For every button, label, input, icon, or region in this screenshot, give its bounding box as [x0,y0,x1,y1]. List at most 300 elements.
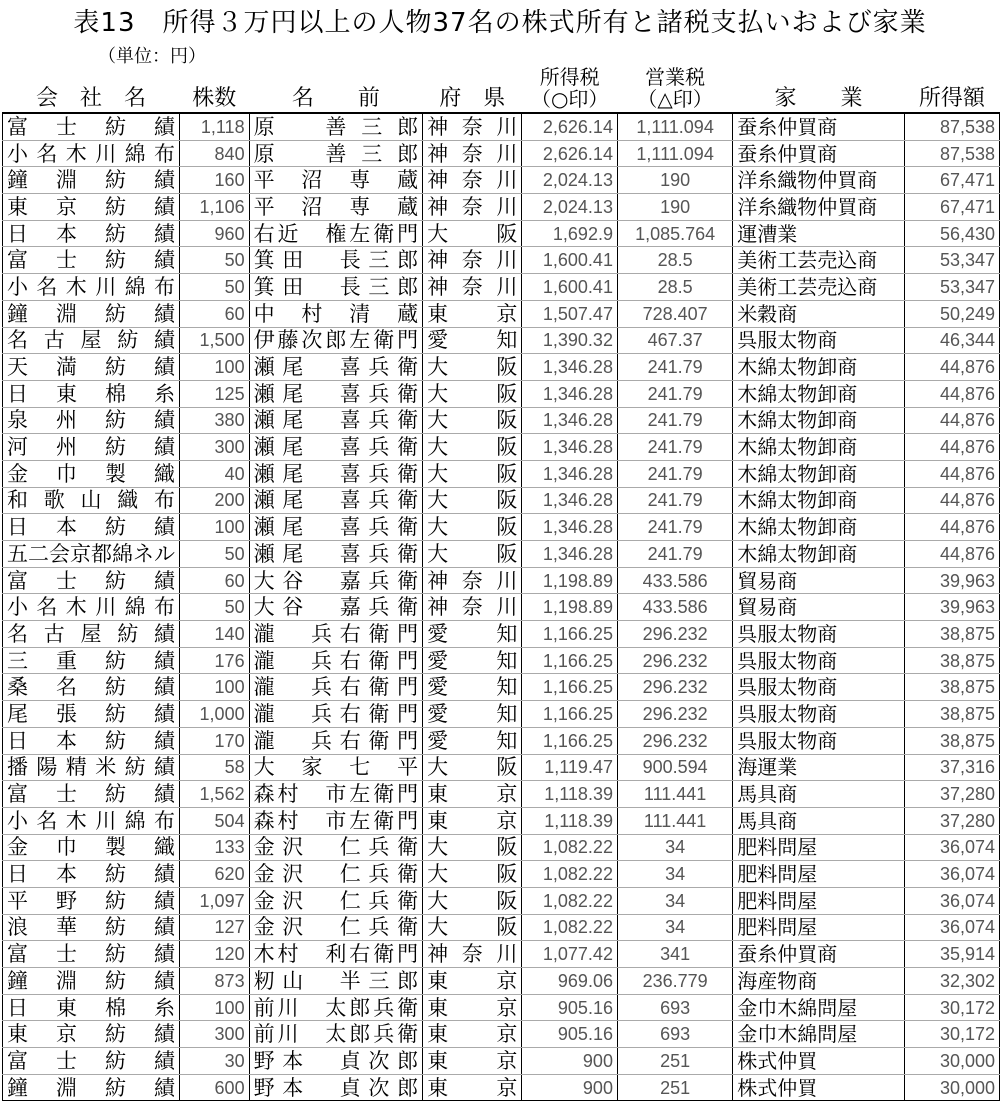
business-tax-cell: 236.779 [617,968,732,995]
header-trade: 家 業 [733,62,904,113]
company-cell: 金巾製織 [3,834,180,861]
table-row [3,807,1000,834]
trade-cell: 呉服太物商 [733,621,904,648]
trade-cell: 呉服太物商 [733,647,904,674]
pref-cell: 大阪 [423,380,522,407]
income-cell: 30,000 [904,1048,999,1075]
company-cell: 泉州紡績 [3,407,180,434]
table-row [3,621,1000,648]
business-tax-cell: 111.441 [617,807,732,834]
income-cell: 87,538 [904,140,999,167]
trade-cell: 蚕糸仲買商 [733,113,904,140]
shares-cell: 50 [180,594,250,621]
pref-cell: 神奈川 [423,941,522,968]
business-tax-cell: 111.441 [617,781,732,808]
pref-cell: 神奈川 [423,113,522,140]
company-cell: 富士紡績 [3,781,180,808]
business-tax-cell: 241.79 [617,541,732,568]
trade-cell: 木綿太物卸商 [733,407,904,434]
table-row [3,994,1000,1021]
company-cell: 尾張紡績 [3,701,180,728]
income-tax-cell: 1,346.28 [522,514,618,541]
trade-cell: 美術工芸売込商 [733,247,904,274]
company-cell: 富士紡績 [3,567,180,594]
business-tax-cell: 241.79 [617,460,732,487]
business-tax-cell: 467.37 [617,327,732,354]
income-cell: 44,876 [904,434,999,461]
income-cell: 53,347 [904,247,999,274]
name-cell: 中村清蔵 [249,300,423,327]
business-tax-cell: 296.232 [617,674,732,701]
header-business-tax-mark: （△印） [637,87,713,111]
shares-cell: 170 [180,727,250,754]
table-row [3,300,1000,327]
business-tax-cell: 433.586 [617,594,732,621]
income-cell: 38,875 [904,621,999,648]
business-tax-cell: 728.407 [617,300,732,327]
table-title: 表13 所得３万円以上の人物37名の株式所有と諸税支払いおよび家業 [73,8,927,38]
table-row [3,567,1000,594]
name-cell: 瀬尾 喜兵衛 [249,434,423,461]
income-tax-cell: 2,024.13 [522,167,618,194]
pref-cell: 大阪 [423,434,522,461]
income-tax-cell: 1,082.22 [522,887,618,914]
unit-note: （単位：円） [98,46,206,67]
income-tax-cell: 1,600.41 [522,247,618,274]
table-row [3,541,1000,568]
shares-cell: 30 [180,1048,250,1075]
shares-cell: 620 [180,861,250,888]
income-tax-cell: 1,346.28 [522,541,618,568]
income-cell: 36,074 [904,834,999,861]
pref-cell: 愛知 [423,701,522,728]
trade-cell: 洋糸織物仲買商 [733,167,904,194]
pref-cell: 神奈川 [423,140,522,167]
income-cell: 46,344 [904,327,999,354]
table-row [3,220,1000,247]
company-cell: 鐘淵紡績 [3,968,180,995]
table-row [3,968,1000,995]
trade-cell: 肥料問屋 [733,861,904,888]
pref-cell: 東京 [423,807,522,834]
income-tax-cell: 1,119.47 [522,754,618,781]
name-cell: 平沼専蔵 [249,167,423,194]
business-tax-cell: 190 [617,194,732,221]
company-cell: 河州紡績 [3,434,180,461]
company-cell: 名古屋紡績 [3,327,180,354]
table-row [3,727,1000,754]
income-tax-cell: 905.16 [522,1021,618,1048]
income-tax-cell: 1,346.28 [522,460,618,487]
company-cell: 日本紡績 [3,220,180,247]
business-tax-cell: 190 [617,167,732,194]
data-table [2,62,1000,1101]
income-tax-cell: 1,507.47 [522,300,618,327]
header-shares: 株数 [180,62,250,113]
table-row [3,701,1000,728]
name-cell: 瀧 兵右衛門 [249,701,423,728]
income-tax-cell: 900 [522,1048,618,1075]
shares-cell: 125 [180,380,250,407]
business-tax-cell: 433.586 [617,567,732,594]
income-cell: 30,172 [904,994,999,1021]
pref-cell: 大阪 [423,861,522,888]
business-tax-cell: 241.79 [617,354,732,381]
name-cell: 籾山 半三郎 [249,968,423,995]
income-tax-cell: 1,346.28 [522,354,618,381]
header-income-tax-mark: （○印） [530,87,609,111]
business-tax-cell: 34 [617,834,732,861]
income-cell: 53,347 [904,274,999,301]
header-name: 名 前 [249,62,423,113]
business-tax-cell: 693 [617,994,732,1021]
company-cell: 五二会京都綿ネル [3,541,180,568]
pref-cell: 大阪 [423,754,522,781]
trade-cell: 貿易商 [733,594,904,621]
income-cell: 44,876 [904,380,999,407]
name-cell: 瀬尾 喜兵衛 [249,407,423,434]
income-cell: 44,876 [904,487,999,514]
pref-cell: 神奈川 [423,247,522,274]
shares-cell: 140 [180,621,250,648]
pref-cell: 東京 [423,781,522,808]
business-tax-cell: 1,111.094 [617,113,732,140]
name-cell: 金沢 仁兵衛 [249,914,423,941]
trade-cell: 木綿太物卸商 [733,541,904,568]
trade-cell: 肥料問屋 [733,834,904,861]
shares-cell: 1,106 [180,194,250,221]
pref-cell: 神奈川 [423,567,522,594]
table-row [3,1048,1000,1075]
shares-cell: 58 [180,754,250,781]
income-tax-cell: 1,346.28 [522,434,618,461]
pref-cell: 神奈川 [423,274,522,301]
company-cell: 富士紡績 [3,1048,180,1075]
name-cell: 金沢 仁兵衛 [249,834,423,861]
shares-cell: 100 [180,674,250,701]
business-tax-cell: 296.232 [617,727,732,754]
name-cell: 瀬尾 喜兵衛 [249,487,423,514]
business-tax-cell: 241.79 [617,434,732,461]
table-row [3,460,1000,487]
shares-cell: 120 [180,941,250,968]
company-cell: 鐘淵紡績 [3,1074,180,1101]
income-tax-cell: 1,118.39 [522,807,618,834]
company-cell: 鐘淵紡績 [3,167,180,194]
company-cell: 富士紡績 [3,247,180,274]
income-tax-cell: 905.16 [522,994,618,1021]
name-cell: 瀧 兵右衛門 [249,674,423,701]
income-tax-cell: 1,166.25 [522,621,618,648]
business-tax-cell: 1,085.764 [617,220,732,247]
company-cell: 和歌山織布 [3,487,180,514]
pref-cell: 神奈川 [423,167,522,194]
business-tax-cell: 296.232 [617,621,732,648]
income-tax-cell: 1,166.25 [522,647,618,674]
company-cell: 日本紡績 [3,861,180,888]
table-row [3,194,1000,221]
company-cell: 日本紡績 [3,514,180,541]
table-row [3,594,1000,621]
trade-cell: 洋糸織物仲買商 [733,194,904,221]
pref-cell: 大阪 [423,407,522,434]
trade-cell: 肥料問屋 [733,914,904,941]
pref-cell: 東京 [423,1048,522,1075]
trade-cell: 美術工芸売込商 [733,274,904,301]
income-cell: 36,074 [904,887,999,914]
company-cell: 小名木川綿布 [3,594,180,621]
name-cell: 箕田 長三郎 [249,274,423,301]
trade-cell: 木綿太物卸商 [733,460,904,487]
name-cell: 野本 貞次郎 [249,1048,423,1075]
pref-cell: 大阪 [423,914,522,941]
header-business-tax [617,62,732,113]
shares-cell: 40 [180,460,250,487]
trade-cell: 海産物商 [733,968,904,995]
pref-cell: 大阪 [423,834,522,861]
table-row [3,834,1000,861]
pref-cell: 東京 [423,1074,522,1101]
company-cell: 日東棉糸 [3,380,180,407]
income-cell: 38,875 [904,674,999,701]
income-tax-cell: 1,346.28 [522,487,618,514]
name-cell: 瀧 兵右衛門 [249,727,423,754]
shares-cell: 100 [180,994,250,1021]
header-income-tax [522,62,618,113]
table-row [3,887,1000,914]
business-tax-cell: 251 [617,1048,732,1075]
business-tax-cell: 34 [617,887,732,914]
name-cell: 大谷 嘉兵衛 [249,567,423,594]
income-cell: 37,280 [904,807,999,834]
income-tax-cell: 1,082.22 [522,914,618,941]
name-cell: 瀬尾 喜兵衛 [249,380,423,407]
company-cell: 日東棉糸 [3,994,180,1021]
table-row [3,1074,1000,1101]
table-row [3,1021,1000,1048]
business-tax-cell: 900.594 [617,754,732,781]
shares-cell: 160 [180,167,250,194]
shares-cell: 127 [180,914,250,941]
trade-cell: 株式仲買 [733,1074,904,1101]
income-cell: 39,963 [904,567,999,594]
business-tax-cell: 28.5 [617,247,732,274]
company-cell: 桑名紡績 [3,674,180,701]
business-tax-cell: 241.79 [617,514,732,541]
shares-cell: 1,118 [180,113,250,140]
income-tax-cell: 1,082.22 [522,834,618,861]
income-cell: 37,280 [904,781,999,808]
table-row [3,247,1000,274]
name-cell: 瀬尾 喜兵衛 [249,541,423,568]
income-cell: 36,074 [904,914,999,941]
business-tax-cell: 296.232 [617,647,732,674]
business-tax-cell: 341 [617,941,732,968]
business-tax-cell: 693 [617,1021,732,1048]
pref-cell: 愛知 [423,621,522,648]
trade-cell: 海運業 [733,754,904,781]
table-row [3,327,1000,354]
business-tax-cell: 34 [617,861,732,888]
income-tax-cell: 900 [522,1074,618,1101]
shares-cell: 200 [180,487,250,514]
pref-cell: 神奈川 [423,594,522,621]
business-tax-cell: 34 [617,914,732,941]
income-tax-cell: 1,346.28 [522,380,618,407]
name-cell: 平沼専蔵 [249,194,423,221]
pref-cell: 大阪 [423,220,522,247]
shares-cell: 176 [180,647,250,674]
shares-cell: 60 [180,567,250,594]
table-row [3,514,1000,541]
shares-cell: 133 [180,834,250,861]
pref-cell: 東京 [423,968,522,995]
name-cell: 右近 権左衛門 [249,220,423,247]
income-cell: 44,876 [904,354,999,381]
shares-cell: 873 [180,968,250,995]
name-cell: 箕田 長三郎 [249,247,423,274]
income-cell: 44,876 [904,541,999,568]
shares-cell: 1,097 [180,887,250,914]
trade-cell: 木綿太物卸商 [733,434,904,461]
trade-cell: 木綿太物卸商 [733,354,904,381]
header-company: 会 社 名 [3,62,180,113]
trade-cell: 貿易商 [733,567,904,594]
company-cell: 天満紡績 [3,354,180,381]
business-tax-cell: 28.5 [617,274,732,301]
header-income: 所得額 [904,62,999,113]
table-row [3,941,1000,968]
income-tax-cell: 1,077.42 [522,941,618,968]
income-cell: 38,875 [904,647,999,674]
shares-cell: 960 [180,220,250,247]
pref-cell: 愛知 [423,327,522,354]
name-cell: 野本 貞次郎 [249,1074,423,1101]
shares-cell: 100 [180,354,250,381]
shares-cell: 1,562 [180,781,250,808]
trade-cell: 木綿太物卸商 [733,380,904,407]
company-cell: 小名木川綿布 [3,140,180,167]
income-cell: 50,249 [904,300,999,327]
company-cell: 平野紡績 [3,887,180,914]
business-tax-cell: 241.79 [617,380,732,407]
name-cell: 前川 太郎兵衛 [249,1021,423,1048]
trade-cell: 肥料問屋 [733,887,904,914]
trade-cell: 木綿太物卸商 [733,514,904,541]
pref-cell: 愛知 [423,647,522,674]
name-cell: 大家七平 [249,754,423,781]
name-cell: 金沢 仁兵衛 [249,861,423,888]
company-cell: 富士紡績 [3,941,180,968]
income-cell: 39,963 [904,594,999,621]
trade-cell: 運漕業 [733,220,904,247]
name-cell: 伊藤次郎左衛門 [249,327,423,354]
name-cell: 瀬尾 喜兵衛 [249,514,423,541]
pref-cell: 大阪 [423,487,522,514]
company-cell: 東京紡績 [3,194,180,221]
shares-cell: 300 [180,1021,250,1048]
pref-cell: 大阪 [423,514,522,541]
business-tax-cell: 241.79 [617,487,732,514]
trade-cell: 株式仲買 [733,1048,904,1075]
shares-cell: 504 [180,807,250,834]
income-tax-cell: 1,600.41 [522,274,618,301]
header-pref: 府 県 [423,62,522,113]
table-row [3,914,1000,941]
table-row [3,647,1000,674]
name-cell: 瀧 兵右衛門 [249,647,423,674]
income-cell: 67,471 [904,167,999,194]
company-cell: 日本紡績 [3,727,180,754]
trade-cell: 呉服太物商 [733,727,904,754]
pref-cell: 愛知 [423,727,522,754]
shares-cell: 60 [180,300,250,327]
income-cell: 87,538 [904,113,999,140]
business-tax-cell: 241.79 [617,407,732,434]
income-cell: 44,876 [904,460,999,487]
pref-cell: 大阪 [423,887,522,914]
company-cell: 金巾製織 [3,460,180,487]
header-income-tax-label: 所得税 [539,65,600,89]
company-cell: 浪華紡績 [3,914,180,941]
pref-cell: 愛知 [423,674,522,701]
income-cell: 56,430 [904,220,999,247]
income-tax-cell: 2,626.14 [522,140,618,167]
table-row [3,407,1000,434]
income-cell: 38,875 [904,727,999,754]
shares-cell: 50 [180,247,250,274]
trade-cell: 呉服太物商 [733,701,904,728]
company-cell: 小名木川綿布 [3,274,180,301]
company-cell: 名古屋紡績 [3,621,180,648]
table-row [3,781,1000,808]
income-tax-cell: 1,118.39 [522,781,618,808]
income-tax-cell: 1,198.89 [522,567,618,594]
income-tax-cell: 1,198.89 [522,594,618,621]
table-row [3,434,1000,461]
pref-cell: 大阪 [423,460,522,487]
shares-cell: 1,000 [180,701,250,728]
income-cell: 32,302 [904,968,999,995]
shares-cell: 300 [180,434,250,461]
trade-cell: 木綿太物卸商 [733,487,904,514]
shares-cell: 50 [180,541,250,568]
income-tax-cell: 1,166.25 [522,674,618,701]
income-cell: 67,471 [904,194,999,221]
table-row [3,274,1000,301]
business-tax-cell: 1,111.094 [617,140,732,167]
company-cell: 東京紡績 [3,1021,180,1048]
pref-cell: 東京 [423,994,522,1021]
header-row [3,62,1000,113]
table-row [3,861,1000,888]
table-row [3,754,1000,781]
trade-cell: 呉服太物商 [733,327,904,354]
name-cell: 森村 市左衛門 [249,781,423,808]
pref-cell: 大阪 [423,354,522,381]
company-cell: 三重紡績 [3,647,180,674]
income-cell: 35,914 [904,941,999,968]
trade-cell: 金巾木綿問屋 [733,1021,904,1048]
company-cell: 播陽精米紡績 [3,754,180,781]
table-row [3,380,1000,407]
income-tax-cell: 1,166.25 [522,727,618,754]
income-tax-cell: 1,166.25 [522,701,618,728]
name-cell: 瀬尾 喜兵衛 [249,354,423,381]
income-cell: 37,316 [904,754,999,781]
name-cell: 木村 利右衛門 [249,941,423,968]
income-cell: 44,876 [904,407,999,434]
